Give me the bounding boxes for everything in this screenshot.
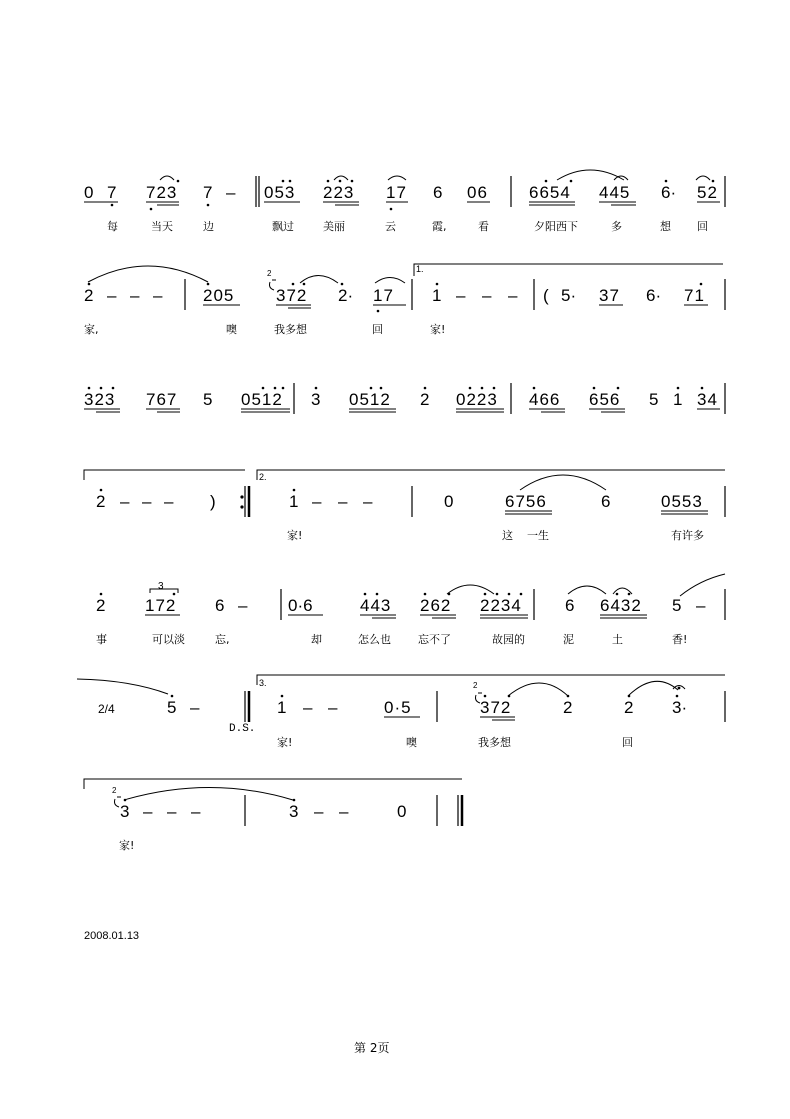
note: 17 bbox=[386, 183, 407, 202]
dash: – bbox=[238, 596, 248, 615]
lyric: 忘, bbox=[215, 633, 230, 646]
lyric: 香! bbox=[672, 633, 688, 646]
lyric: 怎么也 bbox=[358, 633, 391, 646]
note: 2234 bbox=[480, 596, 522, 615]
octave-dots bbox=[88, 180, 715, 802]
lyric: 夕阳西下 bbox=[534, 220, 578, 233]
note: 6· bbox=[661, 183, 677, 202]
note: 0223 bbox=[456, 390, 498, 409]
dash: – bbox=[456, 286, 466, 305]
note: 0553 bbox=[661, 492, 703, 511]
dash: – bbox=[363, 492, 373, 511]
note: 34 bbox=[697, 390, 718, 409]
note: 443 bbox=[360, 596, 392, 615]
ending-label: 1. bbox=[416, 264, 424, 274]
note: 053 bbox=[264, 183, 296, 202]
time-signature: 2/4 bbox=[98, 702, 115, 716]
note: 3 bbox=[120, 802, 130, 821]
note: 0·5 bbox=[384, 698, 412, 717]
date: 2008.01.13 bbox=[84, 930, 140, 942]
note: 2 bbox=[84, 286, 94, 305]
note: 5· bbox=[561, 286, 577, 305]
dash: – bbox=[328, 698, 338, 717]
note: 37 bbox=[599, 286, 620, 305]
note: 6· bbox=[646, 286, 662, 305]
lyric: 故园的 bbox=[492, 633, 525, 646]
note: 2 bbox=[96, 596, 106, 615]
ending-label: 3. bbox=[259, 678, 267, 688]
dash: – bbox=[107, 286, 117, 305]
note: 6654 bbox=[529, 183, 571, 202]
fermata bbox=[673, 686, 685, 690]
lyric: 我多想 bbox=[478, 736, 511, 749]
lyric: 家! bbox=[277, 736, 293, 749]
note: 6756 bbox=[505, 492, 547, 511]
lyric: 边 bbox=[203, 220, 214, 233]
lyric: 回 bbox=[372, 323, 383, 336]
note: 205 bbox=[203, 286, 235, 305]
dash: – bbox=[130, 286, 140, 305]
note: 0·6 bbox=[288, 596, 313, 615]
grace-note: 2 bbox=[112, 786, 117, 795]
note: 372 bbox=[276, 286, 308, 305]
lyric: 土 bbox=[612, 633, 623, 646]
dash: – bbox=[191, 802, 201, 821]
dash: – bbox=[142, 492, 152, 511]
lyric: 我多想 bbox=[274, 323, 307, 336]
lyric: 可以淡 bbox=[152, 633, 185, 646]
lyric: 看 bbox=[478, 220, 489, 233]
note: 5 bbox=[167, 698, 177, 717]
lyric: 忘不了 bbox=[418, 633, 451, 646]
dash: – bbox=[482, 286, 492, 305]
lyric: 家! bbox=[287, 529, 303, 542]
lyric: 噢 bbox=[406, 736, 417, 749]
note: 323 bbox=[84, 390, 116, 409]
lyric: 云 bbox=[385, 220, 396, 233]
note: 5 bbox=[672, 596, 682, 615]
dash: – bbox=[143, 802, 153, 821]
underlines bbox=[84, 202, 720, 720]
triplet-bracket bbox=[150, 589, 178, 593]
ending-label: 2. bbox=[259, 472, 267, 482]
grace-note: 2 bbox=[267, 269, 272, 278]
dash: – bbox=[153, 286, 163, 305]
note: 656 bbox=[589, 390, 621, 409]
lyric: 当天 bbox=[151, 220, 173, 233]
barlines bbox=[185, 176, 725, 826]
dash: – bbox=[312, 492, 322, 511]
note: 52 bbox=[697, 183, 718, 202]
dash: – bbox=[190, 698, 200, 717]
note: 6432 bbox=[600, 596, 642, 615]
dash: – bbox=[338, 492, 348, 511]
lyric: 霞, bbox=[432, 220, 447, 233]
lyric: 却 bbox=[311, 633, 322, 646]
note: 262 bbox=[420, 596, 452, 615]
dash: – bbox=[339, 802, 349, 821]
note: 71 bbox=[684, 286, 705, 305]
note: 6 bbox=[433, 183, 443, 202]
lyric: 家! bbox=[119, 839, 135, 852]
lyric: 每 bbox=[107, 220, 118, 233]
note: 466 bbox=[529, 390, 561, 409]
dash: – bbox=[696, 596, 706, 615]
note: 7 bbox=[107, 183, 117, 202]
lyric: 家, bbox=[84, 323, 99, 336]
lyric: 回 bbox=[697, 220, 708, 233]
note: 2 bbox=[624, 698, 634, 717]
note: 17 bbox=[373, 286, 394, 305]
note: 1 bbox=[289, 492, 299, 511]
note: 06 bbox=[467, 183, 488, 202]
paren: ) bbox=[210, 492, 216, 511]
lyric: 泥 bbox=[563, 633, 574, 646]
page-number: 第 2页 bbox=[354, 1041, 390, 1055]
note: 5 bbox=[203, 390, 213, 409]
paren: ( bbox=[543, 286, 549, 305]
note: 3· bbox=[672, 698, 688, 717]
lyric: 美丽 bbox=[323, 220, 345, 233]
note: 3 bbox=[311, 390, 321, 409]
note: 0 bbox=[397, 802, 407, 821]
dash: – bbox=[120, 492, 130, 511]
dash: – bbox=[167, 802, 177, 821]
note: 1 bbox=[673, 390, 683, 409]
lyric: 想 bbox=[660, 220, 671, 233]
note: 723 bbox=[146, 183, 178, 202]
note: 6 bbox=[565, 596, 575, 615]
volta-brackets bbox=[84, 264, 725, 789]
note: 5 bbox=[649, 390, 659, 409]
note: 445 bbox=[599, 183, 631, 202]
repeat-dots bbox=[240, 495, 243, 508]
lyric: 飘过 bbox=[272, 220, 294, 233]
dash: – bbox=[303, 698, 313, 717]
note: 223 bbox=[323, 183, 355, 202]
lyric: 一生 bbox=[527, 529, 549, 542]
lyric: 有许多 bbox=[671, 529, 704, 542]
grace-note: 2 bbox=[473, 681, 478, 690]
note: 0 bbox=[444, 492, 454, 511]
lyric: 事 bbox=[96, 633, 107, 646]
note: 1 bbox=[432, 286, 442, 305]
lyric: 这 bbox=[502, 529, 513, 542]
note: 7 bbox=[203, 183, 213, 202]
dash: – bbox=[164, 492, 174, 511]
dash: – bbox=[314, 802, 324, 821]
note: 2 bbox=[563, 698, 573, 717]
note: 0512 bbox=[349, 390, 391, 409]
note: 6 bbox=[601, 492, 611, 511]
note: 2 bbox=[96, 492, 106, 511]
lyric: 多 bbox=[611, 220, 622, 233]
triplet-mark: 3 bbox=[158, 581, 164, 592]
grace-hooks bbox=[115, 280, 483, 807]
lyric: 家! bbox=[430, 323, 446, 336]
lyric: 噢 bbox=[226, 323, 237, 336]
lyric: 回 bbox=[622, 736, 633, 749]
note: 2 bbox=[420, 390, 430, 409]
note: 1 bbox=[277, 698, 287, 717]
note: 2· bbox=[338, 286, 354, 305]
dash: – bbox=[508, 286, 518, 305]
note: 767 bbox=[146, 390, 178, 409]
note: 0512 bbox=[241, 390, 283, 409]
note: 0 bbox=[84, 183, 94, 202]
note: 172 bbox=[145, 596, 177, 615]
note: 6 bbox=[215, 596, 225, 615]
note: 372 bbox=[480, 698, 512, 717]
dash: – bbox=[226, 183, 236, 202]
note: 3 bbox=[289, 802, 299, 821]
ds-mark: D.S. bbox=[229, 723, 256, 735]
